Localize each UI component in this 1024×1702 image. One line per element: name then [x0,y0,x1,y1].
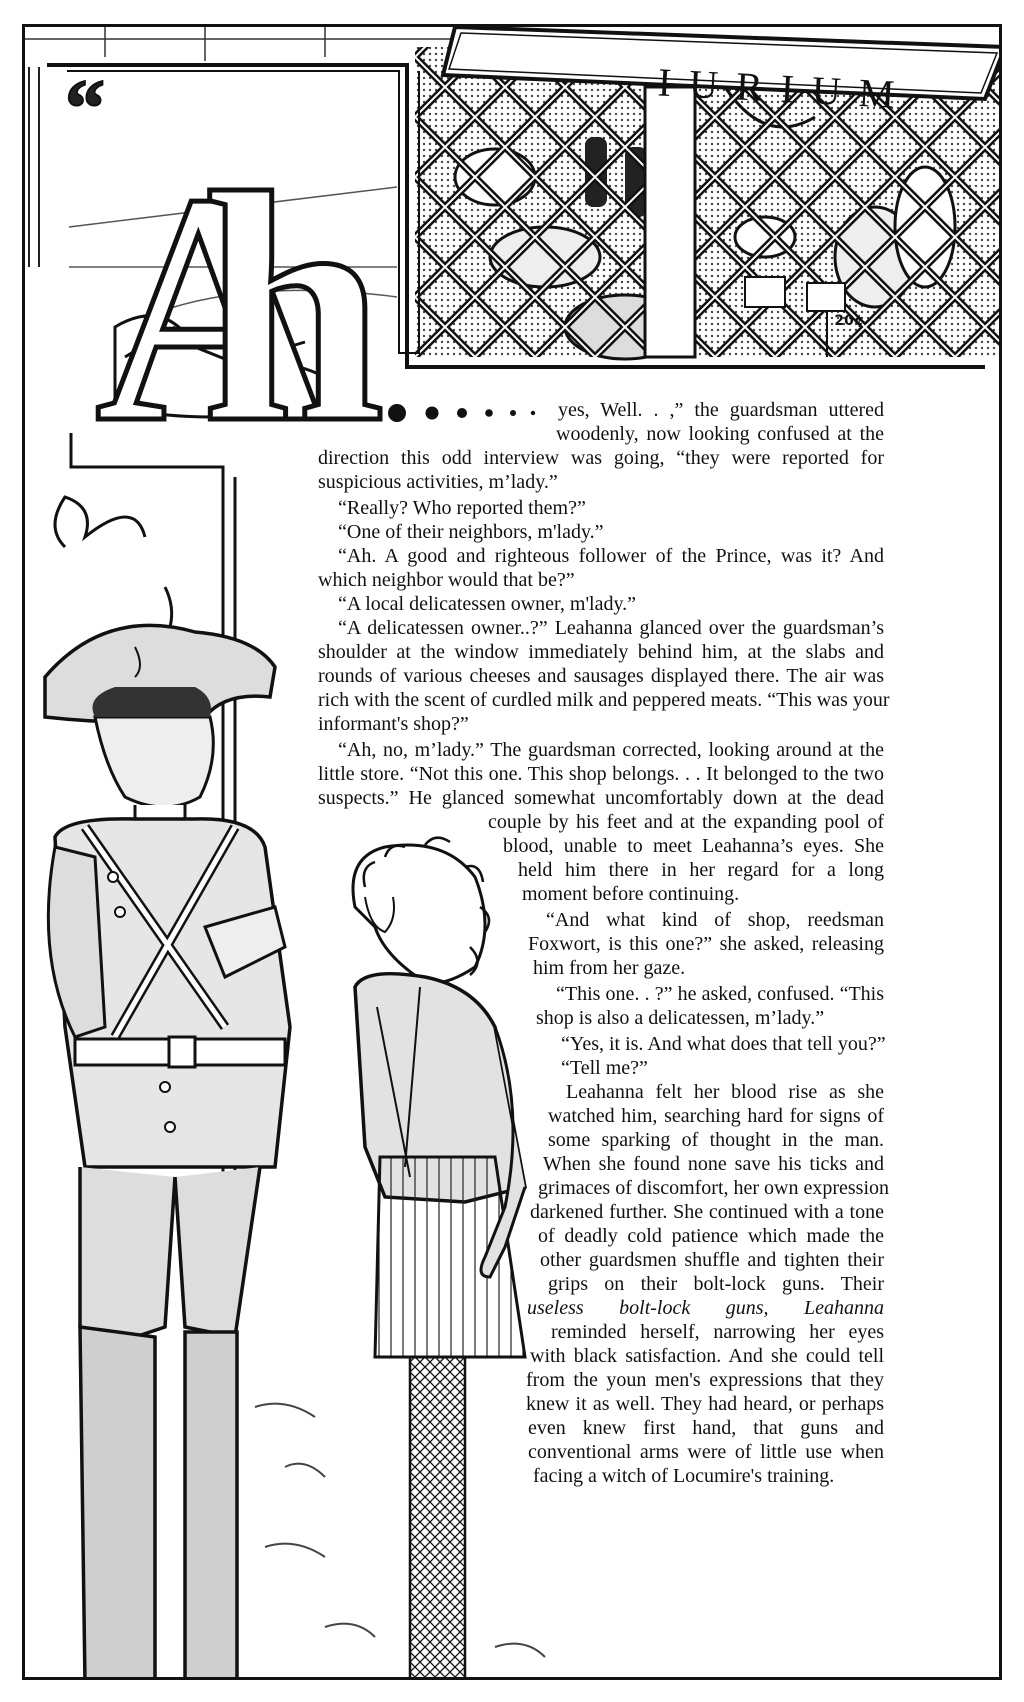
story-line: rounds of various cheeses and sausages displayed there. The air was [318,665,884,687]
story-line: facing a witch of Locumire's training. [533,1465,835,1487]
story-line: moment before continuing. [522,883,740,905]
story-line: Foxwort, is this one?” she asked, releasing [528,933,884,955]
story-line: watched him, searching hard for signs of [548,1105,884,1127]
price-tag-box [807,283,845,311]
story-line: direction this odd interview was going, “they were reported for [318,447,884,469]
story-line: darkened further. She continued with a tone [530,1201,884,1223]
story-line: suspicious activities, m’lady.” [318,471,558,493]
story-line: shoulder at the window immediately behind him, at the slabs and [318,641,884,663]
story-line: of deadly cold patience which made the [538,1225,884,1247]
story-line: woodenly, now looking confused at the [556,423,884,445]
story-line: him from her gaze. [533,957,686,979]
story-line: suspects.” He glanced somewhat uncomfortably down at the dead [318,787,884,809]
story-line: reminded herself, narrowing her eyes [551,1321,884,1343]
story-line: couple by his feet and at the expanding pool of [488,811,884,833]
drop-cap-letters: Ah [95,126,385,491]
story-line: little store. “Not this one. This shop belongs. . . It belonged to the two [318,763,884,785]
story-line: “And what kind of shop, reedsman [546,909,884,931]
story-line: “A local delicatessen owner, m'lady.” [338,593,637,615]
story-line: informant's shop?” [318,713,469,735]
story-line: shop is also a delicatessen, m’lady.” [536,1007,825,1029]
price-tag: 20¢ [834,313,864,329]
story-line: some sparking of thought in the man. [548,1129,884,1151]
story-line-italic: useless bolt-lock guns, Leahanna [527,1297,884,1319]
story-line: Leahanna felt her blood rise as she [566,1081,884,1103]
story-line: “One of their neighbors, m'lady.” [338,521,604,543]
girl-figure [353,838,525,1680]
story-line: “A delicatessen owner..?” Leahanna glanced over the guardsman’s [338,617,884,639]
story-line: even knew first hand, that guns and [528,1417,884,1439]
story-line: blood, unable to meet Leahanna’s eyes. She [503,835,884,857]
guardsman-figure [45,497,290,1680]
story-line: “Really? Who reported them?” [338,497,586,519]
story-line: conventional arms were of little use when [528,1441,884,1463]
illustration [25,27,1002,1680]
story-line: grimaces of discomfort, her own expression [538,1177,890,1199]
story-line: grips on their bolt-lock guns. Their [548,1273,884,1295]
drop-quote-glyph: “ [65,65,105,153]
story-line: with black satisfaction. And she could tell [530,1345,884,1367]
story-line: yes, Well. . ,” the guardsman uttered [558,399,884,421]
ground-sketch [255,1404,545,1657]
story-line: When she found none save his ticks and [543,1153,884,1175]
story-line: which neighbor would that be?” [318,569,575,591]
story-line: “Ah. A good and righteous follower of the Prince, was it? And [338,545,884,567]
story-line: knew it as well. They had heard, or perhaps [526,1393,884,1415]
drop-cap-ellipsis [388,404,535,422]
story-line: from the youn men's expressions that they [526,1369,884,1391]
story-line: “Ah, no, m’lady.” The guardsman corrected, looking around at the [338,739,884,761]
story-line: “This one. . ?” he asked, confused. “This [556,983,884,1005]
story-line: held him there in her regard for a long [518,859,884,881]
shop-sign-text: IURIUM [656,59,914,118]
story-line: “Tell me?” [561,1057,648,1079]
story-line: rich with the scent of curdled milk and peppered meats. “This was your [318,689,890,711]
page-frame [22,24,1002,1680]
story-line: “Yes, it is. And what does that tell you?” [561,1033,886,1055]
story-line: other guardsmen shuffle and tighten their [540,1249,884,1271]
